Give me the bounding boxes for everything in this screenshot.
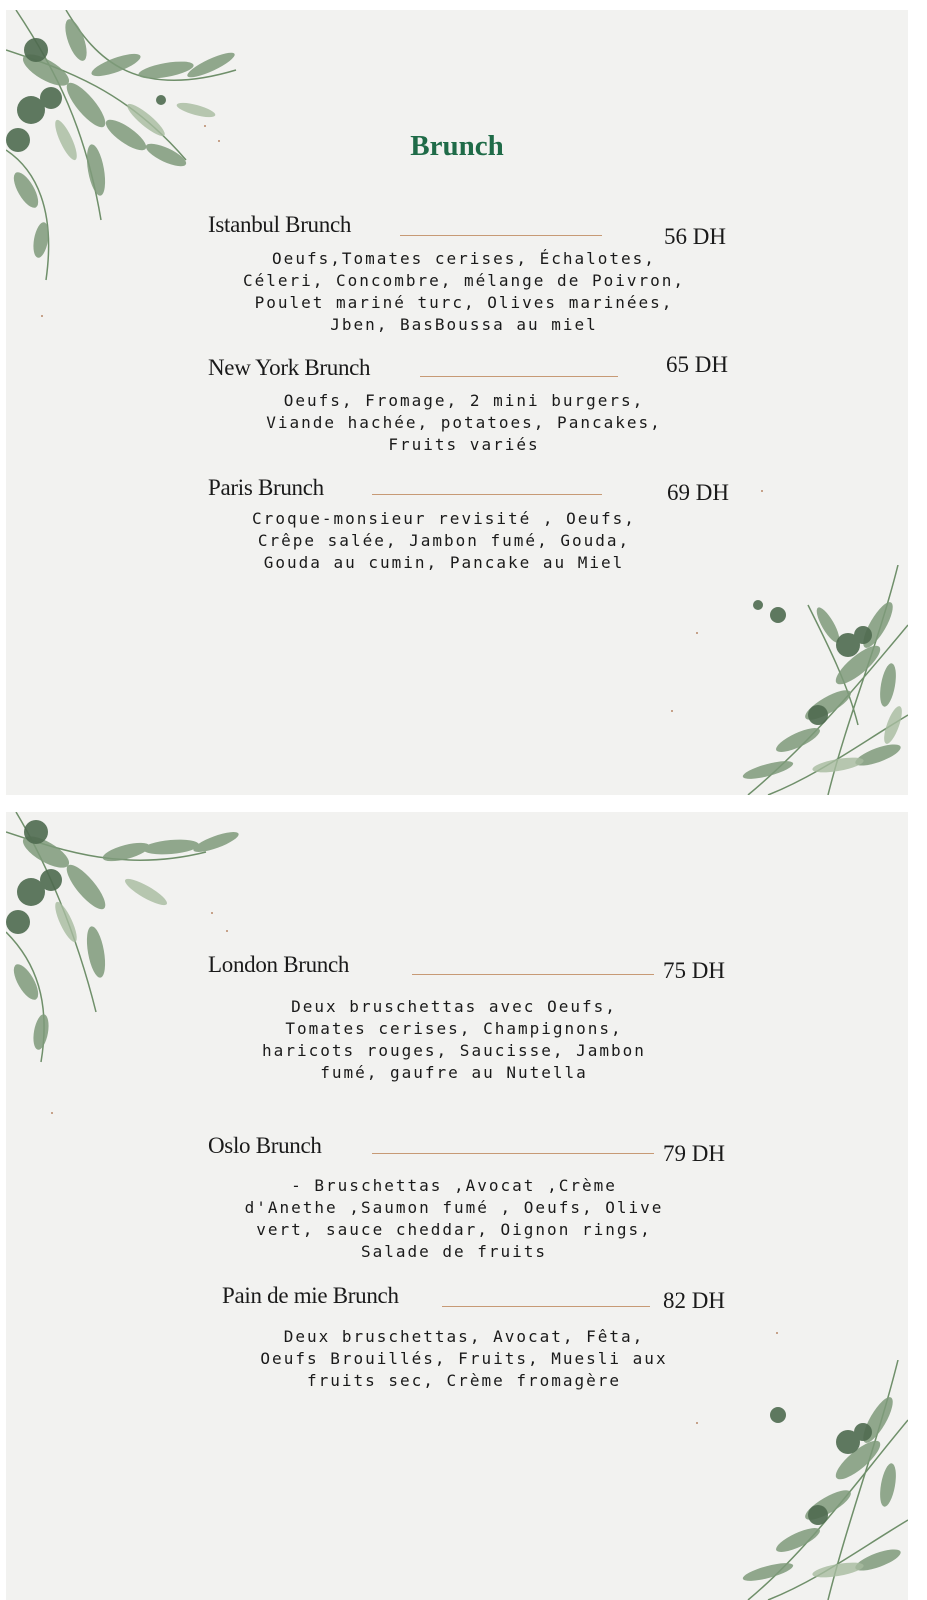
menu-item-name: Istanbul Brunch bbox=[208, 212, 352, 237]
menu-title: Brunch bbox=[410, 130, 504, 162]
menu-item-name: London Brunch bbox=[208, 952, 350, 977]
decorative-dot bbox=[776, 1332, 778, 1334]
decorative-dot bbox=[41, 315, 43, 317]
decorative-dot bbox=[696, 1422, 698, 1424]
decorative-dot bbox=[761, 490, 763, 492]
description-line: Croque-monsieur revisité , Oeufs, bbox=[252, 509, 636, 528]
menu-item-price: 69 DH bbox=[667, 480, 729, 505]
description-line: Tomates cerises, Champignons, bbox=[285, 1019, 623, 1038]
description-line: Gouda au cumin, Pancake au Miel bbox=[263, 553, 625, 572]
description-line: Deux bruschettas avec Oeufs, bbox=[291, 997, 617, 1016]
description-line: Salade de fruits bbox=[360, 1242, 548, 1261]
menu-item-description bbox=[156, 390, 772, 456]
menu-item-price: 56 DH bbox=[664, 224, 726, 249]
description-line: Viande hachée, potatoes, Pancakes, bbox=[266, 413, 662, 432]
menu-item-price: 79 DH bbox=[663, 1141, 725, 1166]
leader-line bbox=[412, 974, 654, 975]
description-line: - Bruschettas ,Avocat ,Crème bbox=[291, 1176, 617, 1195]
description-line: fumé, gaufre au Nutella bbox=[320, 1063, 588, 1082]
description-line: haricots rouges, Saucisse, Jambon bbox=[262, 1041, 646, 1060]
decorative-dot bbox=[51, 1112, 53, 1114]
foliage-bottom-right-illustration bbox=[708, 565, 908, 795]
description-line: Jben, BasBoussa au miel bbox=[330, 315, 598, 334]
menu-item-name: Pain de mie Brunch bbox=[222, 1283, 399, 1308]
description-line: Fruits variés bbox=[388, 435, 540, 454]
leader-line bbox=[420, 376, 618, 377]
leader-line bbox=[400, 235, 602, 236]
menu-item-name: Paris Brunch bbox=[208, 475, 324, 500]
description-line: Céleri, Concombre, mélange de Poivron, bbox=[242, 271, 686, 290]
description-line: Oeufs Brouillés, Fruits, Muesli aux bbox=[260, 1349, 668, 1368]
menu-item-description bbox=[136, 508, 752, 574]
decorative-dot bbox=[696, 632, 698, 634]
leader-line bbox=[442, 1306, 650, 1307]
decorative-dot bbox=[671, 710, 673, 712]
decorative-dot bbox=[211, 912, 213, 914]
menu-page-2 bbox=[6, 812, 908, 1600]
description-line: Poulet mariné turc, Olives marinées, bbox=[254, 293, 674, 312]
menu-item-price: 65 DH bbox=[666, 352, 728, 377]
menu-item-description bbox=[146, 1175, 762, 1263]
menu-item-price: 75 DH bbox=[663, 958, 725, 983]
description-line: fruits sec, Crème fromagère bbox=[306, 1371, 622, 1390]
description-line: Oeufs, Fromage, 2 mini burgers, bbox=[283, 391, 645, 410]
description-line: d'Anethe ,Saumon fumé , Oeufs, Olive bbox=[244, 1198, 664, 1217]
leader-line bbox=[372, 494, 602, 495]
description-line: vert, sauce cheddar, Oignon rings, bbox=[256, 1220, 652, 1239]
decorative-dot bbox=[226, 930, 228, 932]
menu-item-description bbox=[156, 1326, 772, 1392]
description-line: Crêpe salée, Jambon fumé, Gouda, bbox=[257, 531, 631, 550]
leader-line bbox=[372, 1153, 654, 1154]
menu-item-price: 82 DH bbox=[663, 1288, 725, 1313]
description-line: Deux bruschettas, Avocat, Fêta, bbox=[283, 1327, 645, 1346]
menu-page-1 bbox=[6, 10, 908, 795]
menu-item-name: New York Brunch bbox=[208, 355, 371, 380]
description-line: Oeufs,Tomates cerises, Échalotes, bbox=[272, 249, 656, 268]
menu-item-description bbox=[146, 996, 762, 1084]
menu-item-name: Oslo Brunch bbox=[208, 1133, 322, 1158]
decorative-dot bbox=[204, 125, 206, 127]
foliage-bottom-right-illustration bbox=[708, 1360, 908, 1600]
menu-item-description bbox=[156, 248, 772, 336]
